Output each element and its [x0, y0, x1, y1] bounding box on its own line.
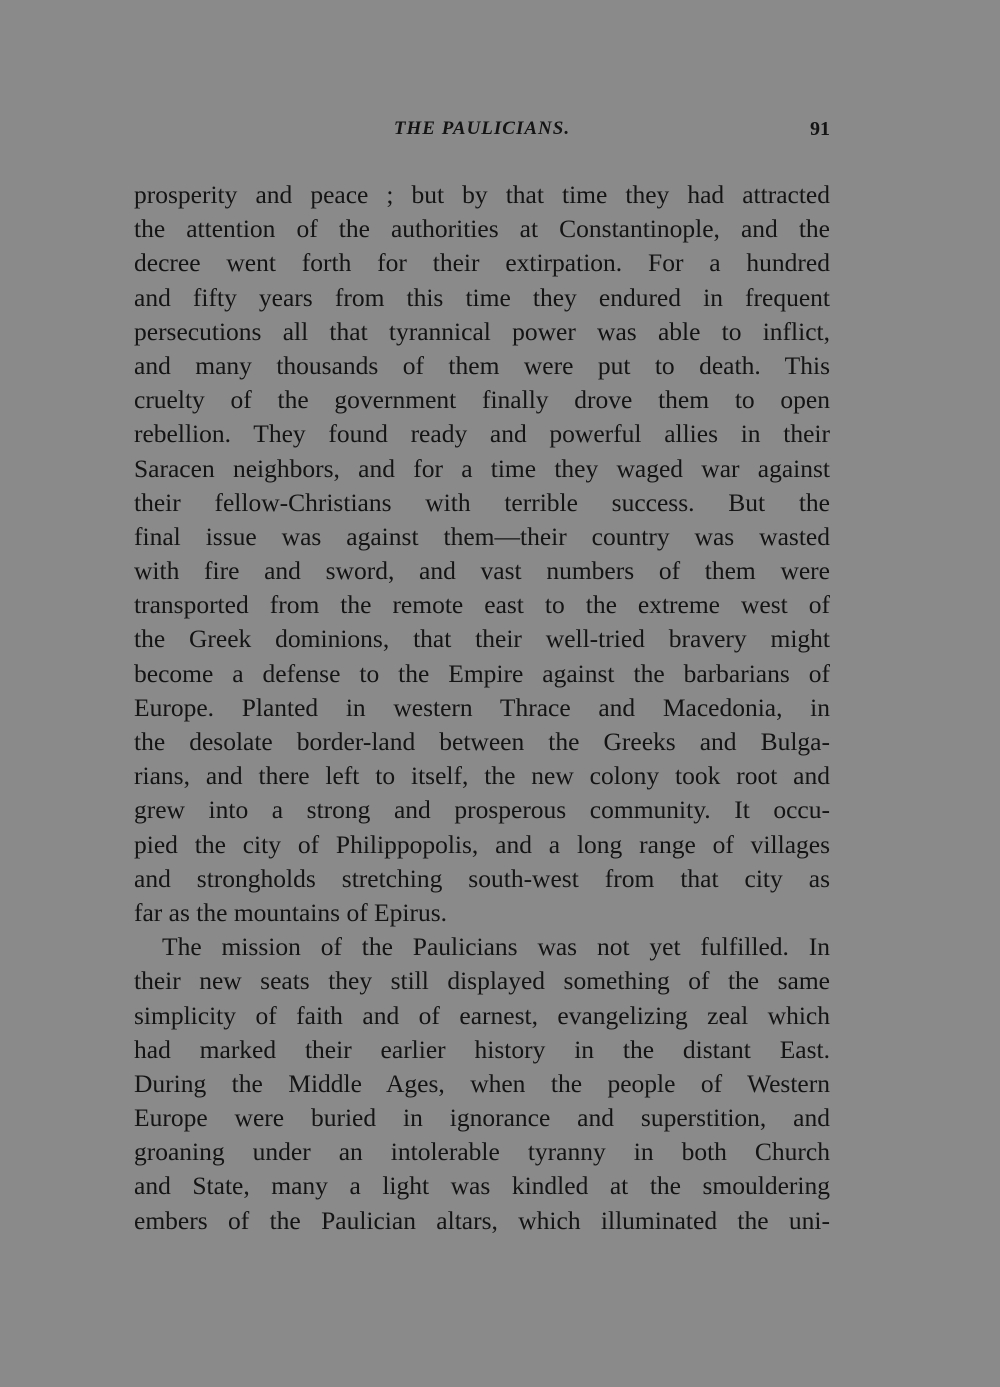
text-line: their new seats they still displayed something of the same	[134, 966, 830, 996]
text-line: final issue was against them—their country was wasted	[134, 521, 830, 551]
text-line: their fellow-Christians with terrible success. But the	[134, 487, 830, 517]
text-line: pied the city of Philippopolis, and a long range of villages	[134, 829, 830, 859]
running-title: THE PAULICIANS.	[393, 118, 571, 139]
text-line: transported from the remote east to the extreme west of	[134, 590, 830, 620]
text-line: rebellion. They found ready and powerful allies in their	[134, 419, 830, 449]
text-line: with fire and sword, and vast numbers of them were	[134, 556, 830, 586]
text-line: cruelty of the government finally drove them to open	[134, 385, 830, 415]
text-line: and strongholds stretching south-west from that city as	[134, 863, 830, 893]
text-line: and fifty years from this time they endured in frequent	[134, 282, 830, 312]
text-line: Europe. Planted in western Thrace and Macedonia, in	[134, 692, 830, 722]
text-line: the Greek dominions, that their well-tried bravery might	[134, 624, 830, 654]
text-line: grew into a strong and prosperous community. It occu-	[134, 795, 830, 825]
body-text	[134, 178, 830, 1238]
text-line: embers of the Paulician altars, which illuminated the uni-	[134, 1205, 830, 1235]
text-line: the attention of the authorities at Constantinople, and the	[134, 214, 830, 244]
text-line: Saracen neighbors, and for a time they waged war against	[134, 453, 830, 483]
text-line: become a defense to the Empire against the barbarians of	[134, 658, 830, 688]
text-line: During the Middle Ages, when the people of Western	[134, 1068, 830, 1098]
text-line: and State, many a light was kindled at the smouldering	[134, 1171, 830, 1201]
text-line: rians, and there left to itself, the new colony took root and	[134, 761, 830, 791]
text-line: prosperity and peace ; but by that time they had attracted	[134, 180, 830, 209]
running-head	[134, 118, 830, 148]
text-line: the desolate border-land between the Greeks and Bulga-	[134, 727, 830, 756]
paragraph-first-line: The mission of the Paulicians was not yet fulfilled. In	[162, 932, 830, 962]
page-number: 91	[810, 118, 830, 140]
text-line: Europe were buried in ignorance and superstition, and	[134, 1103, 830, 1133]
text-line: simplicity of faith and of earnest, evangelizing zeal which	[134, 1000, 830, 1030]
text-line: had marked their earlier history in the distant East.	[134, 1034, 830, 1064]
text-line: groaning under an intolerable tyranny in both Church	[134, 1137, 830, 1167]
text-line: persecutions all that tyrannical power was able to inflict,	[134, 316, 830, 346]
text-line: and many thousands of them were put to death. This	[134, 350, 830, 380]
paragraph-last-line: far as the mountains of Epirus.	[134, 897, 448, 927]
text-line: decree went forth for their extirpation. For a hundred	[134, 248, 830, 278]
